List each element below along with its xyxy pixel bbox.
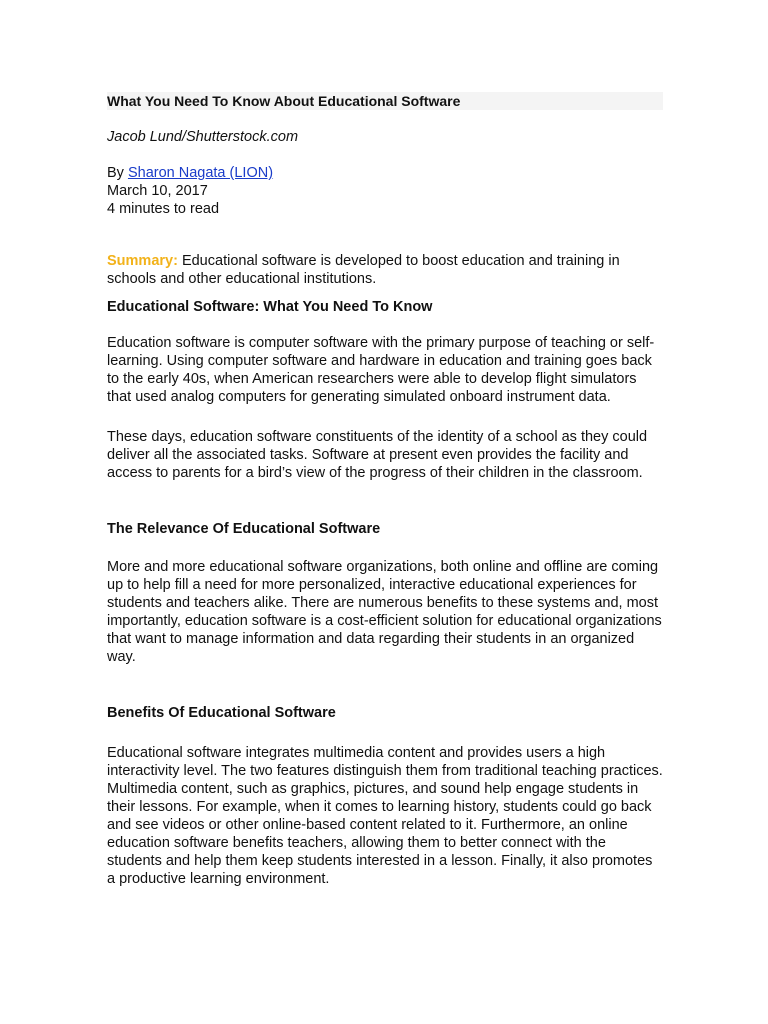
section-heading-what-you-need: Educational Software: What You Need To Know: [107, 299, 433, 315]
byline: [107, 164, 663, 182]
article-meta: [107, 164, 663, 218]
read-time: 4 minutes to read: [107, 201, 220, 217]
paragraph: These days, education software constituents of the identity of a school as they could deliver all the associated tasks. Software at present even provides the facility and access to parents for a bird’s view of the progress of their children in the classroom.: [107, 429, 648, 481]
article-title: What You Need To Know About Educational Software: [107, 92, 663, 110]
paragraph: More and more educational software organizations, both online and offline are coming up to help fill a need for more personalized, interactive educational experiences for students and teachers alike. There are numerous benefits to these systems and, most importantly, education software is a cost-efficient solution for educational organizations that want to manage information and data regarding their students in an organized way.: [107, 559, 662, 665]
paragraph: Educational software integrates multimedia content and provides users a high interactivity level. The two features distinguish them from traditional teaching practices. Multimedia content, such as graphics, pictures, and sound help engage students in their lessons. For example, when it comes to learning history, students could go back and see videos or other online-based content related to it. Furthermore, an online education software benefits teachers, allowing them to better connect with the students and help them keep students interested in a lesson. Finally, it also promotes a productive learning environment.: [107, 745, 663, 887]
author-link[interactable]: Sharon Nagata (LION): [127, 165, 274, 181]
image-credit: Jacob Lund/Shutterstock.com: [107, 129, 299, 145]
summary-label: Summary:: [107, 253, 178, 269]
section-heading-benefits: Benefits Of Educational Software: [107, 705, 336, 721]
article-page: [107, 92, 663, 888]
summary-text: Educational software is developed to boost education and training in schools and other educational institutions.: [107, 253, 620, 287]
section-heading-relevance: The Relevance Of Educational Software: [107, 521, 381, 537]
paragraph: Education software is computer software with the primary purpose of teaching or self-learning. Using computer software and hardware in education and training goes back to the early 40s, when American researchers were able to develop flight simulators that used analog computers for generating simulated onboard instrument data.: [107, 335, 655, 405]
byline-prefix: By: [107, 165, 128, 181]
publish-date: March 10, 2017: [107, 183, 208, 199]
summary: [107, 252, 663, 288]
